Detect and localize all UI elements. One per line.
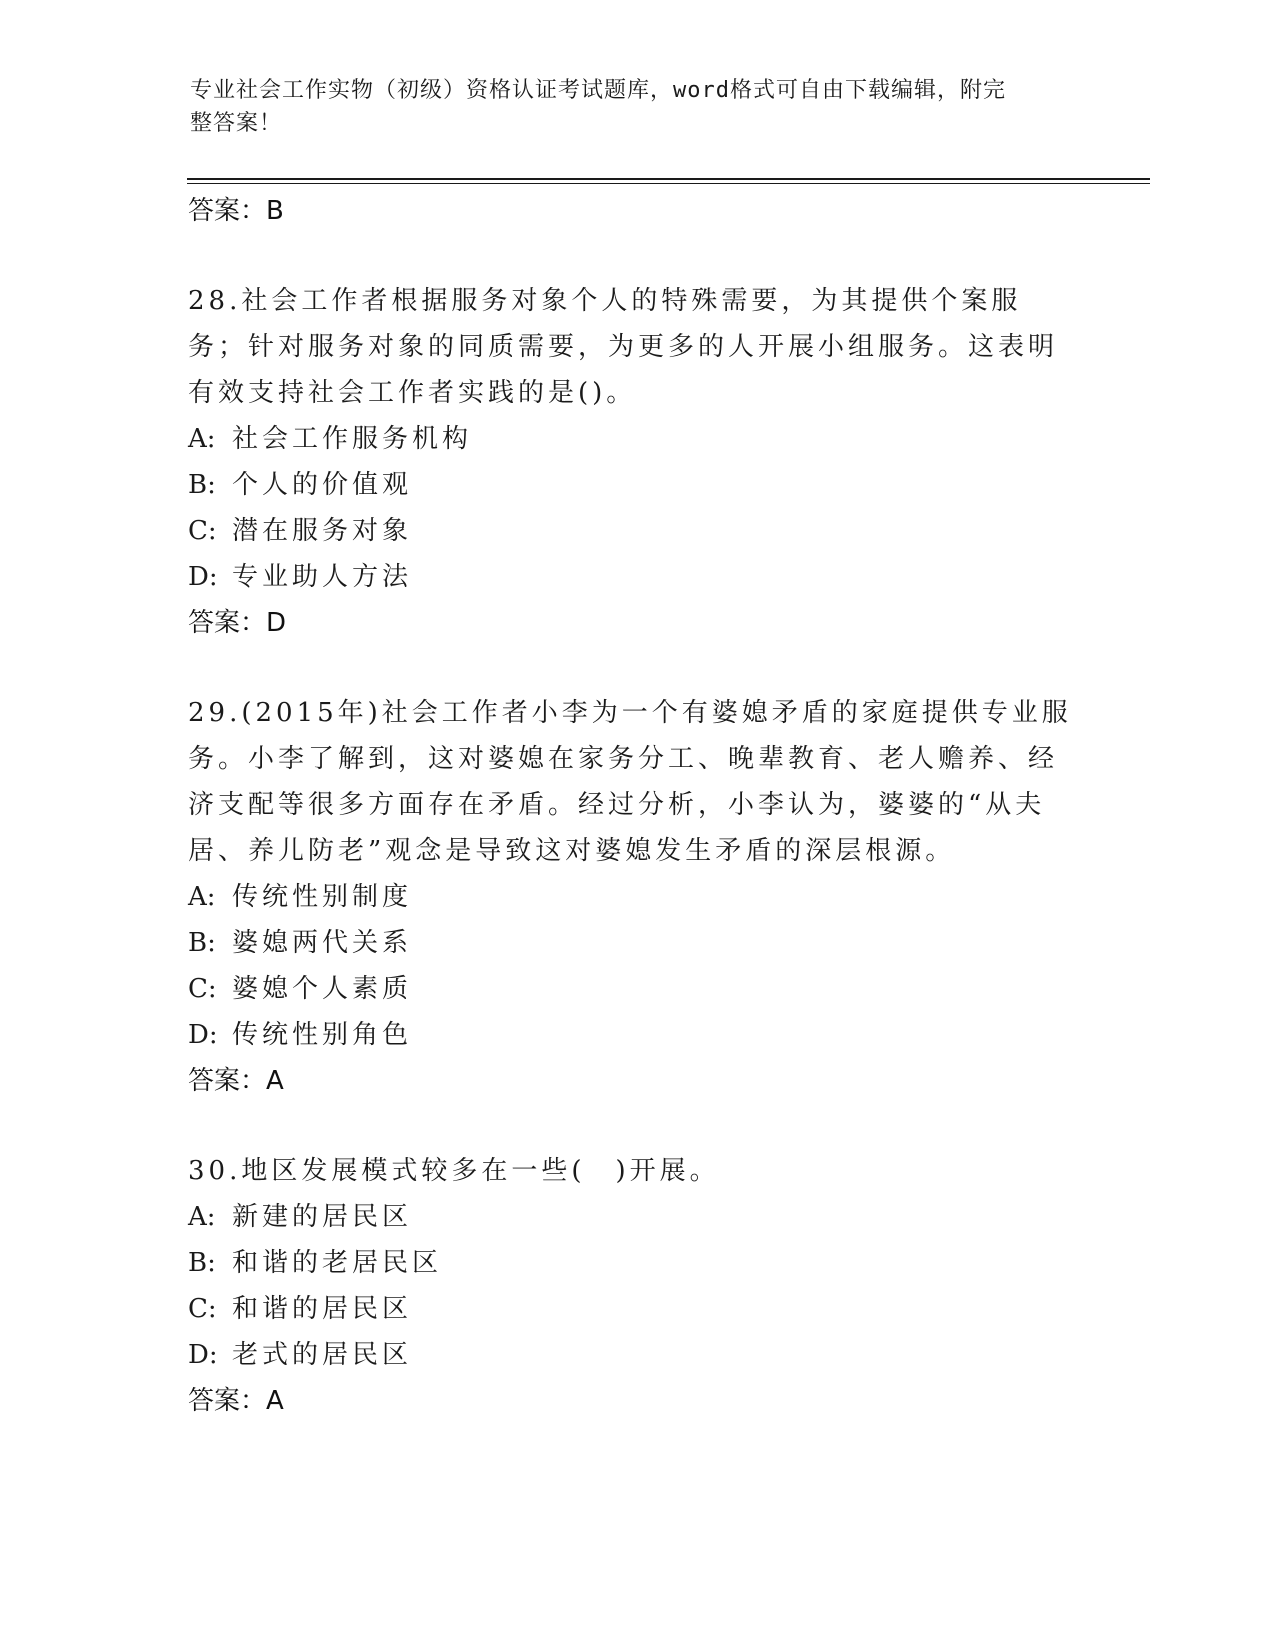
- option-d: [188, 1012, 1078, 1058]
- option-text: 专业助人方法: [232, 562, 413, 592]
- option-key: D:: [188, 1020, 218, 1050]
- option-text: 和谐的老居民区: [232, 1248, 443, 1278]
- option-key: A:: [188, 1202, 216, 1232]
- question-text: 29.(2015年)社会工作者小李为一个有婆媳矛盾的家庭提供专业服务。小李了解到，这对婆媳在家务分工、晚辈教育、老人赡养、经济支配等很多方面存在矛盾。经过分析，小李认为，婆婆的“从夫居、养儿防老”观念是导致这对婆媳发生矛盾的深层根源。: [188, 698, 1072, 866]
- option-d: [188, 1332, 1078, 1378]
- option-key: C:: [188, 1294, 217, 1324]
- question-30: [188, 1148, 1078, 1424]
- header-line-2: 整答案！: [190, 111, 283, 136]
- option-a: [188, 1194, 1078, 1240]
- question-answer: 答案：D: [188, 608, 287, 638]
- option-key: C:: [188, 974, 217, 1004]
- option-c: [188, 1286, 1078, 1332]
- option-c: [188, 966, 1078, 1012]
- option-text: 传统性别制度: [232, 882, 413, 912]
- option-text: 个人的价值观: [232, 470, 413, 500]
- option-c: [188, 508, 1078, 554]
- option-key: B:: [188, 1248, 216, 1278]
- option-text: 和谐的居民区: [232, 1294, 413, 1324]
- header-line-1: 专业社会工作实物（初级）资格认证考试题库，word格式可自由下载编辑，附完: [190, 78, 1006, 103]
- option-key: D:: [188, 1340, 218, 1370]
- question-text: 28.社会工作者根据服务对象个人的特殊需要，为其提供个案服务；针对服务对象的同质需要，为更多的人开展小组服务。这表明有效支持社会工作者实践的是()。: [188, 286, 1059, 408]
- header-divider-bottom: [187, 183, 1150, 184]
- page-header: [190, 74, 1070, 140]
- option-b: [188, 462, 1078, 508]
- question-answer: 答案：A: [188, 1066, 284, 1096]
- option-a: [188, 874, 1078, 920]
- question-text: 30.地区发展模式较多在一些( )开展。: [188, 1156, 720, 1186]
- option-text: 新建的居民区: [232, 1202, 413, 1232]
- option-key: A:: [188, 882, 216, 912]
- previous-answer: 答案：B: [188, 196, 284, 226]
- option-d: [188, 554, 1078, 600]
- option-text: 婆媳两代关系: [232, 928, 413, 958]
- option-b: [188, 920, 1078, 966]
- question-list: [188, 188, 1078, 1424]
- option-b: [188, 1240, 1078, 1286]
- question-28: [188, 278, 1078, 646]
- option-a: [188, 416, 1078, 462]
- option-key: D:: [188, 562, 218, 592]
- option-key: B:: [188, 928, 216, 958]
- option-key: B:: [188, 470, 216, 500]
- option-text: 潜在服务对象: [232, 516, 413, 546]
- option-key: A:: [188, 424, 216, 454]
- question-29: [188, 690, 1078, 1104]
- option-text: 老式的居民区: [232, 1340, 413, 1370]
- question-answer: 答案：A: [188, 1386, 284, 1416]
- option-text: 传统性别角色: [232, 1020, 413, 1050]
- header-divider-top: [187, 178, 1150, 180]
- option-text: 婆媳个人素质: [232, 974, 413, 1004]
- option-key: C:: [188, 516, 217, 546]
- option-text: 社会工作服务机构: [232, 424, 473, 454]
